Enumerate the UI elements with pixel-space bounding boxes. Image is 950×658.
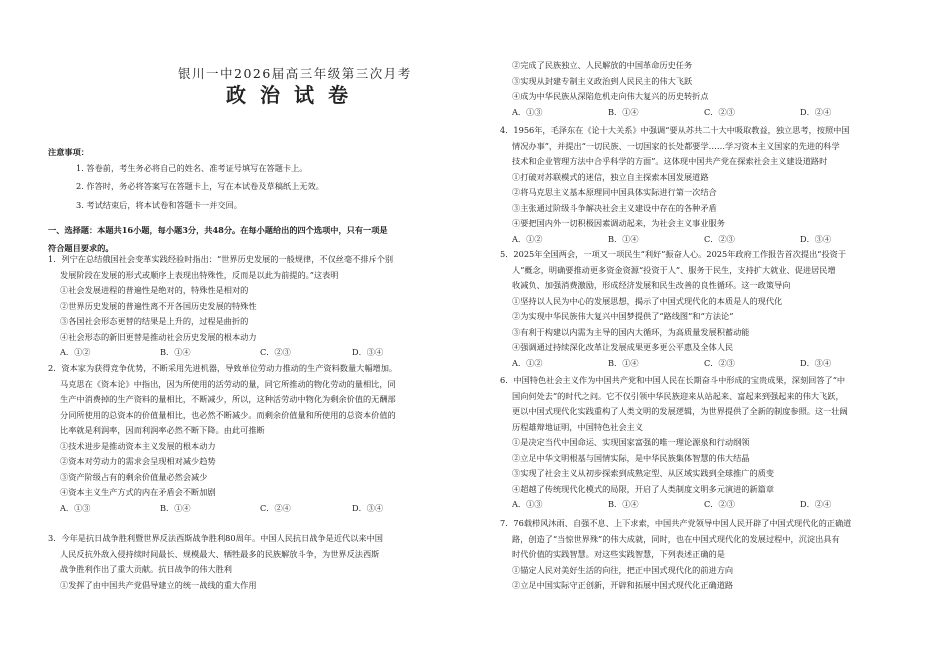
question-stem-line: 路，创造了“当惊世界殊”的伟大成就，同时，也在中国式现代化的发展过程中，沉淀出具有	[512, 533, 840, 544]
question-stem-line: 战争胜利作出了重大贡献。抗日战争的伟大胜利	[60, 564, 232, 574]
question-choice-item: ②将马克思主义基本原理同中国具体实际进行第一次结合	[512, 187, 717, 197]
answer-option-a: A．①②	[512, 233, 543, 244]
answer-option-b: B．①④	[608, 233, 639, 244]
question-choice-item: ③实现了社会主义从初步探索到成熟定型、从区域实践到全球推广的质变	[512, 468, 775, 478]
question-stem-line: 分同所使用的总资本的价值量相比，也必然不断减少。而剩余价值量和所使用的总资本价值的	[60, 409, 396, 420]
section-heading-line: 符合题目要求的。	[48, 242, 114, 253]
question-stem-line: 情况办事”，并提出“一切民族、一切国家的长处都要学……学习资本主义国家的先进的科学	[512, 140, 840, 151]
question-5	[500, 247, 912, 371]
question-choice-item: ④成为中华民族从深陷危机走向伟大复兴的历史转折点	[512, 91, 709, 101]
question-choice-item: ②立足中国实际守正创新，开辟和拓展中国式现代化正确道路	[512, 580, 734, 590]
question-choice-item: ③各国社会形态更替的结果是上升的，过程是曲折的	[60, 316, 249, 326]
question-choice-item: ③资产阶级占有的剩余价值量必然会减少	[60, 471, 208, 482]
answer-options	[500, 232, 912, 248]
question-choice-item: ①发挥了由中国共产党倡导建立的统一战线的重大作用	[60, 579, 257, 590]
answer-options	[500, 356, 912, 372]
question-choice-item: ④强调通过持续深化改革让发展成果更多更公平惠及全体人民	[512, 342, 734, 352]
notice-item: 3. 考试结束后，将本试卷和答题卡一并交回。	[76, 199, 242, 210]
question-4	[500, 123, 912, 247]
question-1	[48, 252, 468, 361]
answer-option-c: C．②④	[260, 502, 291, 513]
question-choice-item: ②立足中华文明根基与国情实际，是中华民族集体智慧的伟大结晶	[512, 452, 750, 463]
question-choice-item: ①是决定当代中国命运、实现国家富强的唯一理论源泉和行动纲领	[512, 437, 750, 447]
answer-option-c: C．②③	[704, 106, 735, 117]
question-stem-line: 2．资本家为获得竞争优势，不断采用先进机器，导致单位劳动力推动的生产资料数量大幅增加。	[48, 363, 398, 373]
answer-option-c: C．②③	[704, 499, 735, 509]
question-choice-item: ③有利于构建以内需为主导的国内大循环，为高质量发展积蓄动能	[512, 326, 750, 337]
answer-option-c: C．②③	[260, 347, 291, 357]
answer-options	[48, 345, 468, 361]
question-2	[48, 361, 468, 516]
question-stem-line: 人民反抗外敌入侵持续时间最长、规模最大、牺牲最多的民族解放斗争，为世界反法西斯	[60, 548, 380, 559]
question-choice-item: ①锚定人民对美好生活的向往，把正中国式现代化的前进方向	[512, 564, 734, 575]
answer-option-c: C．②③	[704, 357, 735, 368]
school-exam-title: 银川一中2026届高三年级第三次月考	[178, 66, 412, 81]
answer-option-a: A．①③	[60, 502, 91, 513]
question-stem-line: 国向何处去”的时代之问。它不仅引领中华民族迎来从站起来、富起来到强起来的伟大飞跃，	[512, 390, 844, 401]
question-stem-line: 7．76载栉风沐雨、自强不息、上下求索，中国共产党领导中国人民开辟了中国式现代化的正确道	[500, 518, 852, 528]
question-choice-item: ①社会发展进程的普遍性是绝对的，特殊性是相对的	[60, 285, 249, 295]
question-choice-item: ①打破对苏联模式的迷信，独立自主探索本国发展道路	[512, 171, 709, 182]
question-7	[500, 516, 912, 594]
section-heading-line: 一、选择题：本题共16小题，每小题3分，共48分。在每小题给出的四个选项中，只有一项是	[48, 225, 388, 235]
question-choice-item: ④要把国内外一切积极因素调动起来，为社会主义事业服务	[512, 218, 725, 228]
answer-option-c: C．②③	[704, 233, 735, 244]
notice-heading: 注意事项：	[48, 147, 89, 157]
question-choice-item: ①技术进步是推动资本主义发展的根本动力	[60, 440, 216, 451]
answer-option-d: D．②④	[800, 106, 832, 117]
subject-title: 政治试卷	[226, 83, 362, 107]
question-stem-line: 更以中国式现代化实践重构了人类文明的发展逻辑，为世界提供了全新的制度参照。这一壮阔	[512, 406, 848, 416]
answer-option-a: A．①③	[512, 106, 543, 117]
question-stem-line: 收减负、加强消费激励，形成经济发展和民生改善的良性循环。这一政策导向	[512, 280, 791, 290]
question-stem-line: 1．列宁在总结俄国社会变革实践经验时指出：“世界历史发展的一般规律，不仅丝毫不排斥个别	[48, 254, 394, 264]
answer-option-a: A．①②	[512, 357, 543, 368]
question-stem-line: 马克思在《资本论》中指出，因为所使用的活劳动的量，同它所推动的物化劳动的量相比，同	[60, 378, 396, 389]
answer-option-b: B．①④	[608, 106, 639, 117]
question-stem-line: 时代价值的实践智慧。对这些实践智慧，下列表述正确的是	[512, 549, 725, 559]
question-stem-line: 发展阶段在发展的形式或顺序上表现出特殊性，反而是以此为前提的。”这表明	[60, 269, 339, 280]
answer-option-d: D．③④	[800, 233, 832, 244]
answer-option-a: A．①③	[512, 499, 543, 509]
question-stem-line: 生产中消费掉的生产资料的量相比，不断减少，所以，这种活劳动中物化为剩余价值的无酬部	[60, 394, 396, 404]
question-3	[48, 531, 468, 593]
question-stem-line: 人”概念，明确要推动更多资金资源“投资于人”、服务于民生，支持扩大就业、促进居民增	[512, 264, 836, 275]
answer-options	[48, 501, 468, 517]
question-stem-line: 3．今年是抗日战争胜利暨世界反法西斯战争胜利80周年。中国人民抗日战争是近代以来中国	[48, 533, 383, 543]
question-stem-line: 6．中国特色社会主义作为中国共产党和中国人民在长期奋斗中形成的宝贵成果，深刻回答了“中	[500, 375, 846, 385]
question-stem-line: 5．2025年全国两会，一项又一项民生“利好”振奋人心。2025年政府工作报告首次提出“投资于	[500, 249, 847, 259]
question-choice-item: ④资本主义生产方式的内在矛盾会不断加剧	[60, 487, 216, 497]
question-choice-item: ④社会形态的新旧更替是推动社会历史发展的根本动力	[60, 331, 257, 342]
answer-option-b: B．①④	[608, 499, 639, 509]
answer-option-b: B．①④	[160, 347, 191, 357]
answer-option-d: D．③④	[352, 347, 384, 357]
question-stem-line: 历程雄辩地证明，中国特色社会主义	[512, 421, 644, 432]
answer-option-a: A．①②	[60, 347, 91, 357]
question-6	[500, 373, 912, 513]
notice-item: 2. 作答时，务必将答案写在答题卡上，写在本试卷及草稿纸上无效。	[76, 181, 324, 191]
question-choice-item: ②世界历史发展的普遍性离不开各国历史发展的特殊性	[60, 300, 257, 311]
question-choice-item: ②为实现中华民族伟大复兴中国梦提供了“路线图”和“方法论”	[512, 311, 734, 321]
question-choice-item: ③实现从封建专制主义政治到人民民主的伟大飞跃	[512, 75, 693, 86]
question-stem-line: 比率就是利润率，因而利润率必然不断下降。由此可推断	[60, 425, 265, 435]
answer-option-d: D．③④	[352, 502, 384, 513]
question-choice-item: ③主张通过阶级斗争解决社会主义建设中存在的各种矛盾	[512, 202, 717, 213]
notice-block	[48, 145, 468, 213]
answer-option-b: B．①④	[160, 502, 191, 513]
notice-item: 1. 答卷前，考生务必将自己的姓名、准考证号填写在答题卡上。	[76, 162, 308, 173]
answer-option-b: B．①④	[608, 357, 639, 368]
question-choice-item: ②资本对劳动力的需求会呈现相对减少趋势	[60, 456, 216, 466]
answer-option-d: D．②④	[800, 499, 832, 509]
question-choice-item: ④超越了传统现代化模式的局限，开启了人类制度文明多元演进的新篇章	[512, 483, 775, 494]
answer-option-d: D．③④	[800, 357, 832, 368]
question-choice-item: ②完成了民族独立、人民解放的中国革命历史任务	[512, 60, 693, 70]
question-stem-line: 4．1956年，毛泽东在《论十大关系》中强调“要从苏共二十大中吸取教益，独立思考，按照中国	[500, 125, 850, 135]
answer-options	[500, 105, 912, 121]
question-3-continued	[500, 58, 912, 120]
answer-options	[500, 497, 912, 513]
question-stem-line: 技术和企业管理方法中合乎科学的方面”。这体现中国共产党在探索社会主义建设道路时	[512, 156, 828, 166]
question-choice-item: ①坚持以人民为中心的发展思想，揭示了中国式现代化的本质是人的现代化	[512, 295, 783, 306]
